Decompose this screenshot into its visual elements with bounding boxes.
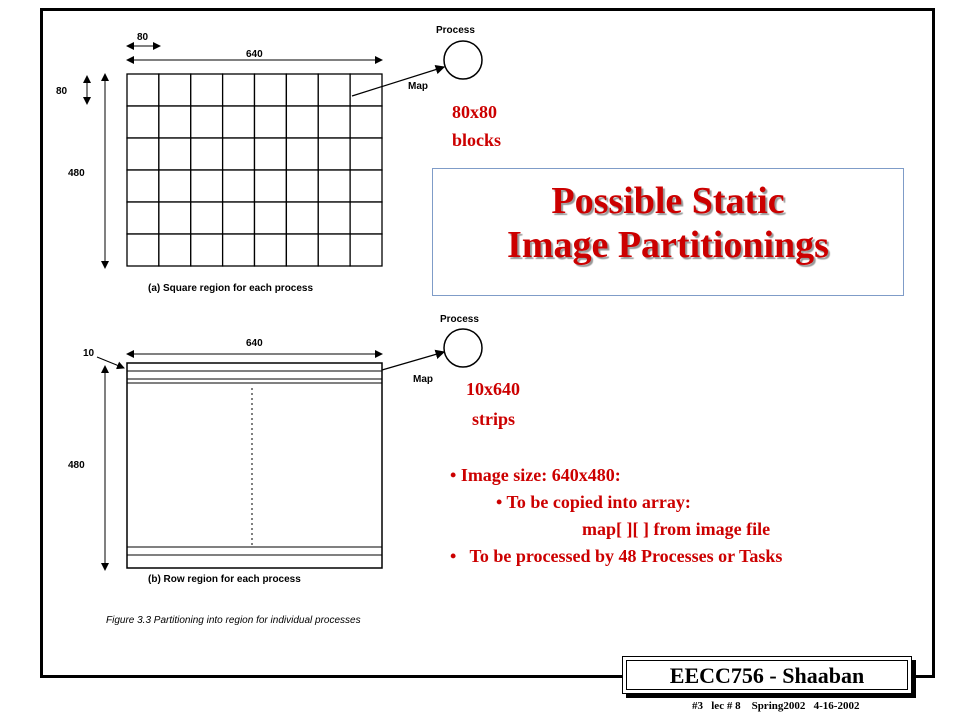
grid-block — [191, 202, 223, 234]
title-line1: Possible Static — [551, 180, 785, 222]
row-region-rect — [127, 363, 382, 568]
bullet-3-text: map[ ][ ] from image file — [582, 519, 771, 539]
grid-block — [350, 74, 382, 106]
grid-block — [318, 202, 350, 234]
note-strips — [466, 374, 520, 434]
grid-block — [318, 170, 350, 202]
caption-b: (b) Row region for each process — [148, 574, 301, 585]
title-line2: Image Partitionings — [507, 224, 829, 266]
grid-block — [191, 106, 223, 138]
grid-block — [159, 138, 191, 170]
grid-block — [223, 74, 255, 106]
process-circle-a — [444, 41, 482, 79]
dim-width-label-a: 640 — [246, 49, 263, 60]
grid-block — [191, 234, 223, 266]
grid-block — [318, 74, 350, 106]
grid-block — [286, 234, 318, 266]
grid-block — [350, 106, 382, 138]
bullet-4-text: To be processed by 48 Processes or Tasks — [469, 546, 783, 566]
grid-block — [191, 170, 223, 202]
figure-caption: Figure 3.3 Partitioning into region for individual processes — [106, 615, 361, 626]
grid-block — [318, 106, 350, 138]
grid-block — [223, 234, 255, 266]
footer-box — [622, 656, 912, 694]
grid-block — [127, 202, 159, 234]
bullet-3 — [450, 516, 782, 543]
grid-block — [223, 170, 255, 202]
diagram-a — [56, 25, 482, 294]
bullet-1: • Image size: 640x480: — [450, 465, 621, 485]
dim-strip-label: 10 — [83, 348, 95, 359]
grid-block — [159, 74, 191, 106]
bullet-2-text: To be copied into array: — [506, 492, 691, 512]
process-label-a: Process — [436, 25, 475, 36]
grid-block — [255, 170, 287, 202]
footer-info: #3 lec # 8 Spring2002 4-16-2002 — [692, 700, 860, 712]
map-arrow-b — [382, 352, 444, 370]
dim-side-label: 80 — [56, 86, 68, 97]
dim-height-label-a: 480 — [68, 168, 85, 179]
grid-block — [286, 202, 318, 234]
bullet-1-text: Image size: 640x480: — [460, 465, 621, 485]
grid-block — [191, 138, 223, 170]
grid-block — [350, 202, 382, 234]
grid-block — [223, 138, 255, 170]
grid-block — [350, 170, 382, 202]
diagram-b — [68, 314, 482, 585]
bullet-2: • To be copied into array: — [496, 492, 691, 512]
process-label-b: Process — [440, 314, 479, 325]
grid-block — [286, 170, 318, 202]
grid-block — [255, 202, 287, 234]
grid-block — [159, 106, 191, 138]
grid-block — [127, 138, 159, 170]
process-circle-b — [444, 329, 482, 367]
grid-block — [127, 170, 159, 202]
grid-block — [127, 74, 159, 106]
square-grid — [127, 74, 382, 266]
title-box — [432, 168, 904, 296]
grid-block — [350, 138, 382, 170]
caption-a: (a) Square region for each process — [148, 283, 314, 294]
bullet-list — [450, 462, 782, 570]
map-label-b: Map — [413, 374, 433, 385]
grid-block — [286, 138, 318, 170]
grid-block — [255, 106, 287, 138]
footer-inner — [626, 660, 908, 690]
grid-block — [255, 74, 287, 106]
grid-block — [255, 138, 287, 170]
grid-block — [159, 170, 191, 202]
grid-block — [159, 234, 191, 266]
grid-block — [127, 106, 159, 138]
grid-block — [255, 234, 287, 266]
note-strips-line2: strips — [472, 409, 516, 429]
map-label-a: Map — [408, 81, 428, 92]
note-strips-line1: 10x640 — [466, 379, 520, 399]
dim-width-label-b: 640 — [246, 338, 263, 349]
grid-block — [159, 202, 191, 234]
note-blocks-line2: blocks — [452, 130, 502, 150]
grid-block — [318, 234, 350, 266]
grid-block — [318, 138, 350, 170]
grid-block — [286, 106, 318, 138]
grid-block — [127, 234, 159, 266]
grid-block — [223, 106, 255, 138]
grid-block — [191, 74, 223, 106]
dim-block-label: 80 — [137, 32, 149, 43]
bullet-4: • To be processed by 48 Processes or Tasks — [450, 546, 783, 566]
note-blocks — [452, 98, 501, 154]
grid-block — [350, 234, 382, 266]
grid-block — [286, 74, 318, 106]
footer-title: EECC756 - Shaaban — [669, 663, 865, 688]
note-blocks-line1: 80x80 — [452, 102, 497, 122]
dim-height-label-b: 480 — [68, 460, 85, 471]
grid-block — [223, 202, 255, 234]
